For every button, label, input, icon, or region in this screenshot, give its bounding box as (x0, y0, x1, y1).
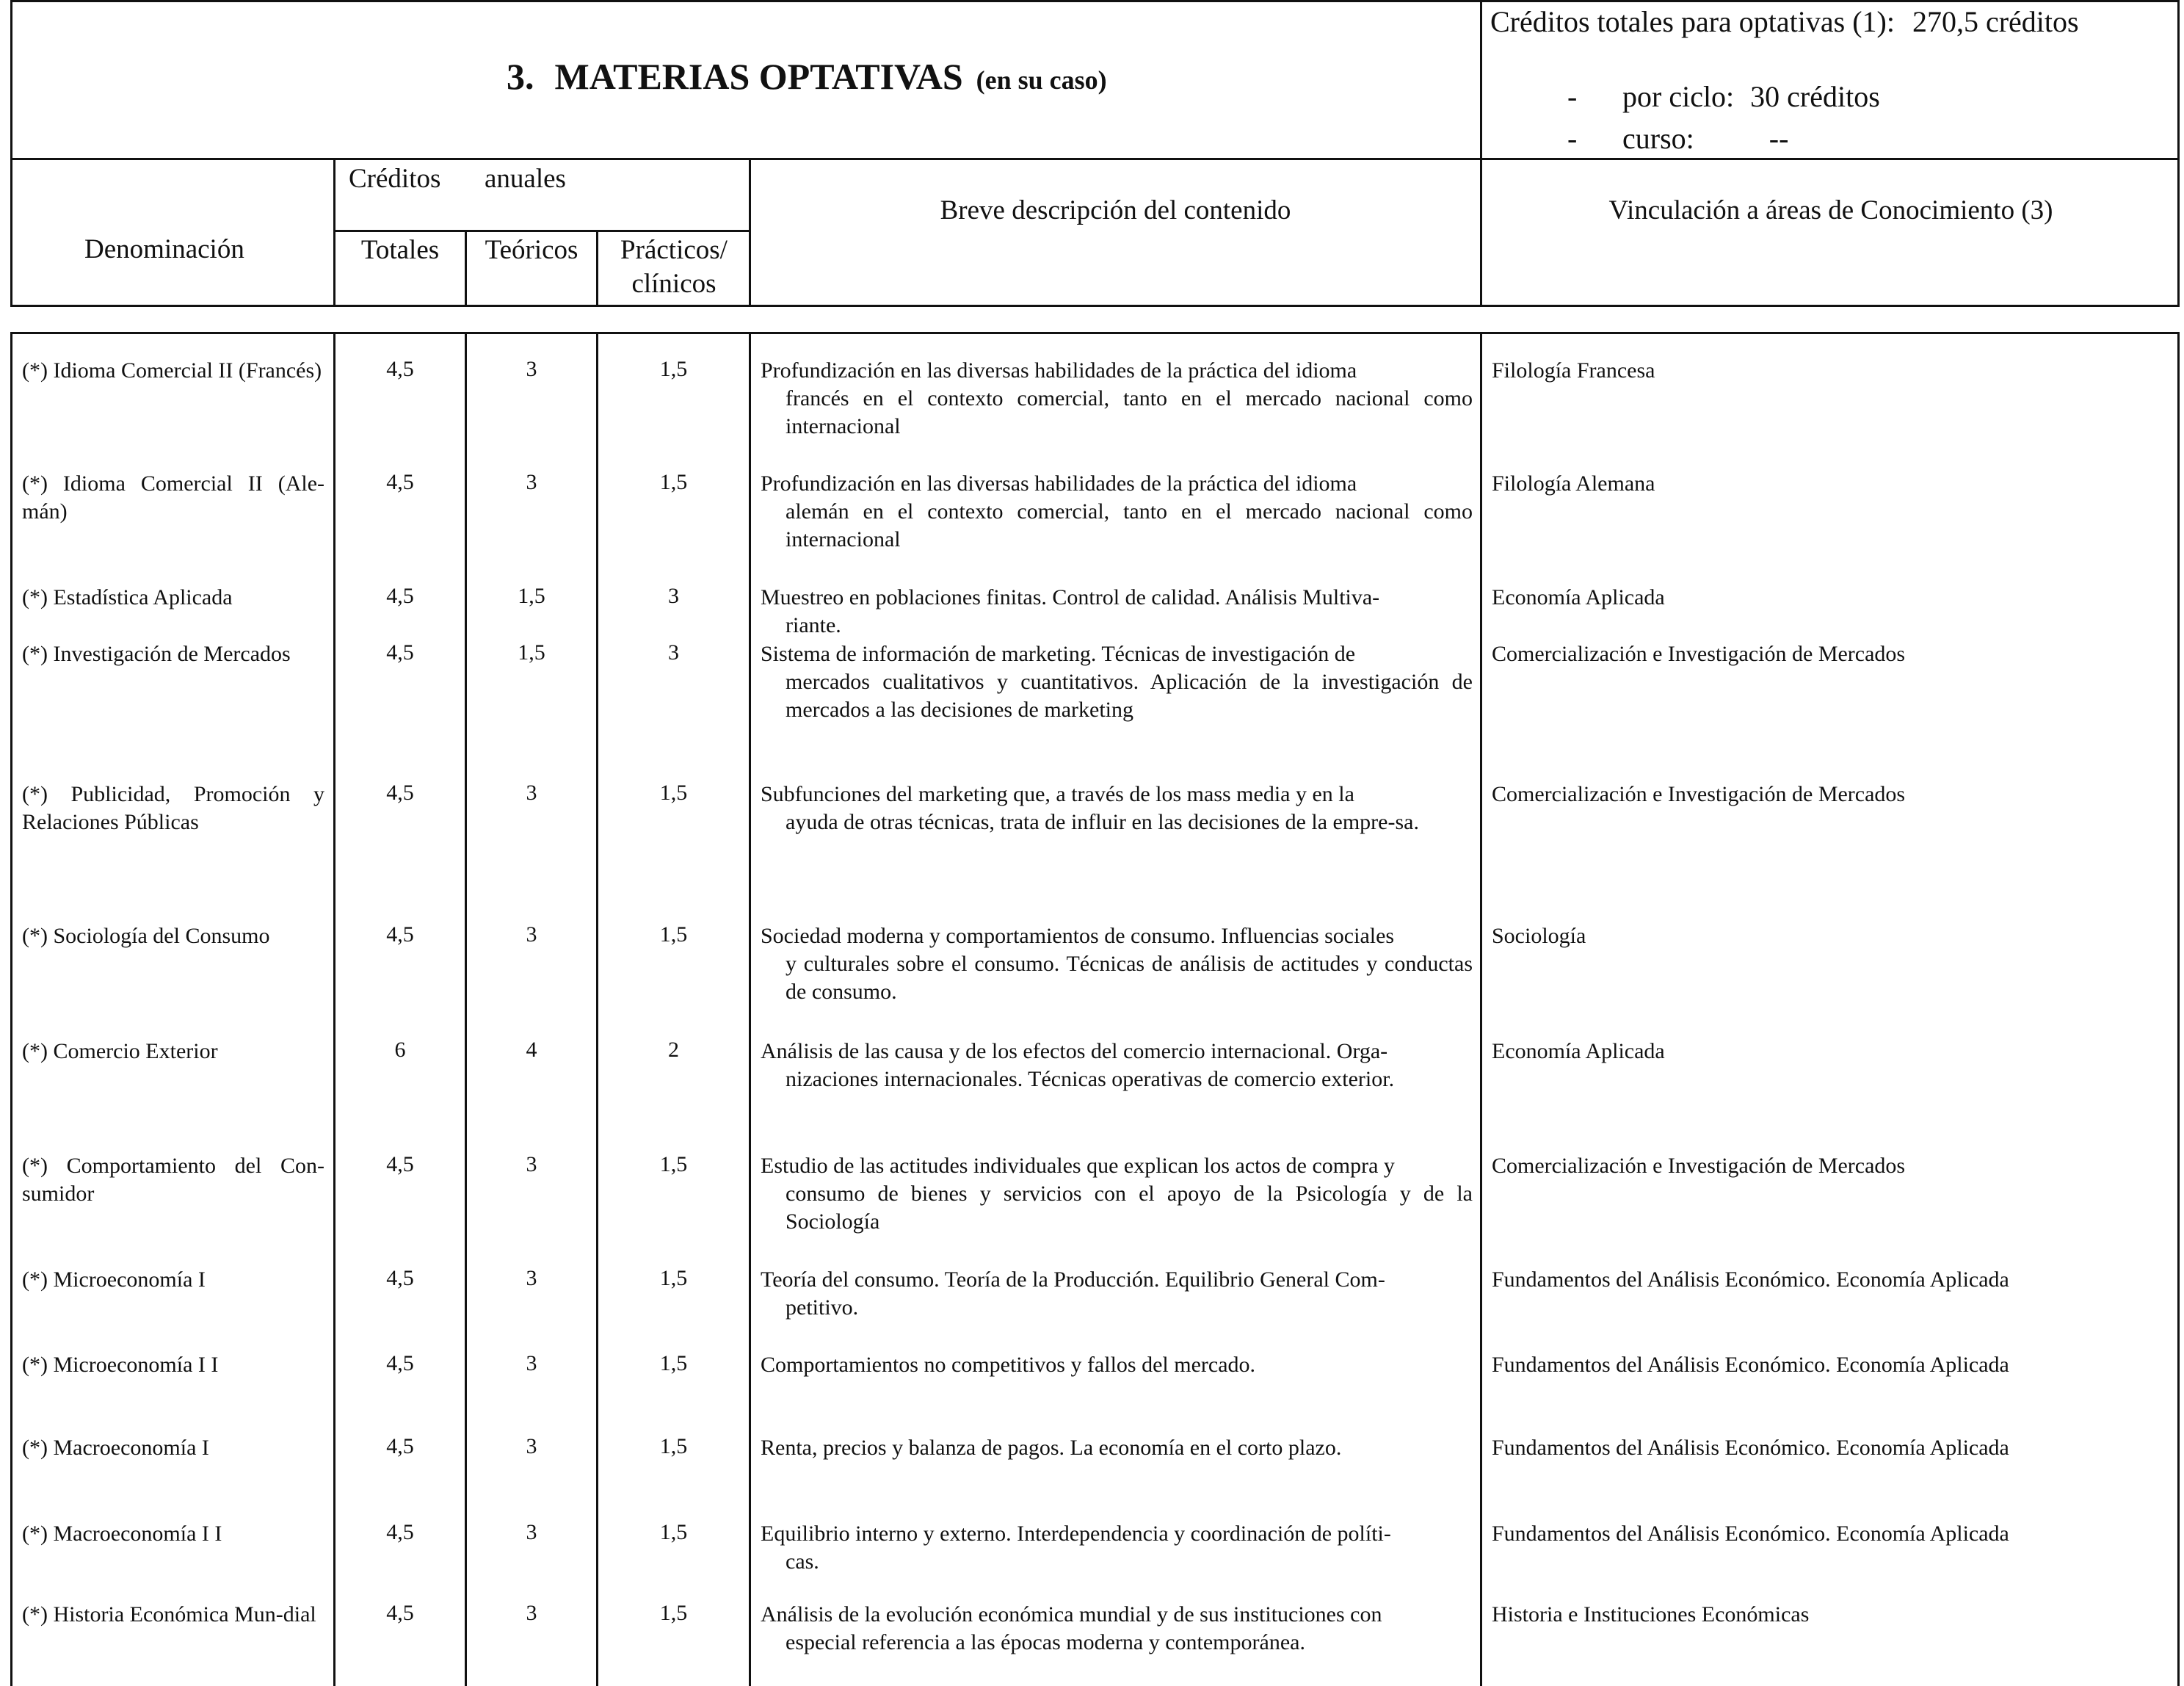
body-right-line (2177, 332, 2180, 1686)
body-top-line (10, 332, 2180, 334)
subject-name: (*) Investigación de Mercados (22, 642, 291, 666)
credits-practicos: 1,5 (659, 1434, 688, 1458)
knowledge-area: Economía Aplicada (1492, 585, 1665, 609)
credits-totales: 4,5 (386, 922, 414, 947)
body-line-4 (749, 332, 751, 1686)
header-creditos: Créditos (349, 164, 441, 194)
credits-totales: 4,5 (386, 357, 414, 381)
subject-name: (*) Sociología del Consumo (22, 924, 270, 948)
content-description (761, 470, 1473, 554)
content-description (761, 1351, 1473, 1379)
credits-teoricos: 3 (526, 1434, 537, 1458)
description-continuation: mercados cualitativos y cuantitativos. Aplicación de la investigación de mercados a las decisiones de marketing (786, 670, 1473, 722)
subject-name: (*) Estadística Aplicada (22, 585, 233, 609)
credits-practicos: 1,5 (659, 922, 688, 947)
description-first-line: Subfunciones del marketing que, a través de los mass media y en la (761, 782, 1354, 806)
knowledge-area: Sociología (1492, 924, 1586, 948)
subject-name: (*) Comportamiento del Con-sumidor (22, 1154, 324, 1206)
content-description (761, 357, 1473, 441)
header-practicos: Prácticos/ clínicos (620, 235, 728, 299)
subject-name: (*) Idioma Comercial II (Francés) (22, 358, 322, 383)
body-line-3 (596, 332, 598, 1686)
knowledge-area: Filología Francesa (1492, 358, 1655, 383)
total-credits (1490, 4, 2079, 39)
content-description (761, 1266, 1473, 1322)
knowledge-area: Comercialización e Investigación de Mercados (1492, 1154, 1906, 1178)
credits-totales: 4,5 (386, 1601, 414, 1625)
credits-teoricos: 3 (526, 357, 537, 381)
section-main-title: MATERIAS OPTATIVAS (554, 56, 963, 97)
description-first-line: Sistema de información de marketing. Técnicas de investigación de (761, 642, 1356, 666)
description-continuation: consumo de bienes y servicios con el apoyo de la Psicología y de la Sociología (786, 1182, 1473, 1234)
knowledge-area: Fundamentos del Análisis Económico. Economía Aplicada (1492, 1522, 2009, 1546)
credits-totales: 4,5 (386, 1434, 414, 1458)
section-title (507, 55, 1107, 98)
subject-name: (*) Microeconomía I (22, 1267, 206, 1292)
description-continuation: riante. (786, 613, 841, 637)
credits-teoricos: 3 (526, 1520, 537, 1544)
credits-teoricos: 4 (526, 1038, 537, 1062)
description-first-line: Profundización en las diversas habilidades de la práctica del idioma (761, 358, 1357, 383)
body-line-5 (1480, 332, 1482, 1686)
credits-practicos: 3 (668, 584, 679, 608)
header-line-1 (333, 158, 335, 307)
description-continuation: y culturales sobre el consumo. Técnicas de análisis de actitudes y conductas de consumo. (786, 952, 1473, 1004)
knowledge-area: Comercialización e Investigación de Mercados (1492, 782, 1906, 806)
content-description (761, 1520, 1473, 1576)
description-continuation: alemán en el contexto comercial, tanto en el mercado nacional como internacional (786, 499, 1473, 551)
description-continuation: petitivo. (786, 1295, 859, 1320)
header-subline-b (596, 230, 598, 307)
credits-teoricos: 3 (526, 1601, 537, 1625)
header-teoricos: Teóricos (485, 235, 578, 265)
description-first-line: Análisis de la evolución económica mundial y de sus instituciones con (761, 1602, 1382, 1627)
body-line-2 (465, 332, 467, 1686)
content-description (761, 1038, 1473, 1093)
description-first-line: Estudio de las actitudes individuales que explican los actos de compra y (761, 1154, 1395, 1178)
body-line-1 (333, 332, 335, 1686)
description-continuation: cas. (786, 1549, 819, 1574)
subject-name: (*) Macroeconomía I I (22, 1522, 222, 1546)
credits-teoricos: 3 (526, 781, 537, 805)
credits-teoricos: 3 (526, 1152, 537, 1176)
description-first-line: Profundización en las diversas habilidades de la práctica del idioma (761, 471, 1357, 496)
cycle-credits (1622, 79, 1880, 114)
credits-teoricos: 3 (526, 1351, 537, 1375)
knowledge-area: Fundamentos del Análisis Económico. Economía Aplicada (1492, 1436, 2009, 1460)
section-number: 3. (507, 56, 534, 97)
description-first-line: Muestreo en poblaciones finitas. Control de calidad. Análisis Multiva- (761, 585, 1380, 609)
cycle-bullet: - (1567, 80, 1578, 113)
header-anuales: anuales (485, 164, 566, 194)
content-description (761, 584, 1473, 640)
subject-name: (*) Comercio Exterior (22, 1039, 218, 1063)
section-subtitle: (en su caso) (976, 65, 1107, 95)
knowledge-area: Historia e Instituciones Económicas (1492, 1602, 1810, 1627)
credits-totales: 4,5 (386, 1152, 414, 1176)
header-box (10, 158, 2180, 307)
content-description (761, 1434, 1473, 1462)
course-credits (1622, 121, 1788, 156)
description-first-line: Sociedad moderna y comportamientos de consumo. Influencias sociales (761, 924, 1395, 948)
credits-totales: 6 (394, 1038, 406, 1062)
cycle-label: por ciclo: (1622, 80, 1735, 113)
credits-totales: 4,5 (386, 640, 414, 665)
body-left-line (10, 332, 12, 1686)
credits-totales: 4,5 (386, 584, 414, 608)
course-label: curso: (1622, 122, 1694, 155)
credits-teoricos: 3 (526, 1266, 537, 1290)
credits-practicos: 2 (668, 1038, 679, 1062)
credits-totales: 4,5 (386, 1351, 414, 1375)
credits-practicos: 1,5 (659, 470, 688, 494)
credits-practicos: 3 (668, 640, 679, 665)
credits-teoricos: 1,5 (518, 640, 545, 665)
credits-teoricos: 1,5 (518, 584, 545, 608)
description-continuation: ayuda de otras técnicas, trata de influir en las decisiones de la empre-sa. (786, 810, 1419, 834)
cycle-value: 30 créditos (1750, 80, 1880, 113)
description-first-line: Análisis de las causa y de los efectos del comercio internacional. Orga- (761, 1039, 1388, 1063)
credits-teoricos: 3 (526, 470, 537, 494)
header-line-3 (1480, 158, 1482, 307)
knowledge-area: Economía Aplicada (1492, 1039, 1665, 1063)
subject-name: (*) Microeconomía I I (22, 1353, 219, 1377)
credits-totales: 4,5 (386, 470, 414, 494)
header-subline (333, 230, 751, 232)
credits-practicos: 1,5 (659, 357, 688, 381)
credits-practicos: 1,5 (659, 1601, 688, 1625)
header-totales: Totales (360, 235, 440, 265)
course-bullet: - (1567, 122, 1578, 155)
credits-totales: 4,5 (386, 781, 414, 805)
content-description (761, 640, 1473, 724)
description-continuation: especial referencia a las épocas moderna y contemporánea. (786, 1630, 1305, 1654)
subject-name: (*) Macroeconomía I (22, 1436, 209, 1460)
content-description (761, 781, 1473, 836)
subject-name: (*) Historia Económica Mun-dial (22, 1602, 316, 1627)
description-first-line: Teoría del consumo. Teoría de la Producción. Equilibrio General Com- (761, 1267, 1385, 1292)
knowledge-area: Filología Alemana (1492, 471, 1655, 496)
title-divider (1480, 0, 1482, 160)
credits-practicos: 1,5 (659, 1351, 688, 1375)
header-vinculacion: Vinculación a áreas de Conocimiento (3) (1608, 195, 2053, 225)
total-credits-label: Créditos totales para optativas (1): (1490, 5, 1895, 38)
description-continuation: nizaciones internacionales. Técnicas operativas de comercio exterior. (786, 1067, 1395, 1091)
knowledge-area: Fundamentos del Análisis Económico. Economía Aplicada (1492, 1267, 2009, 1292)
header-descripcion: Breve descripción del contenido (940, 195, 1291, 225)
subject-name: (*) Idioma Comercial II (Ale-mán) (22, 471, 324, 524)
credits-totales: 4,5 (386, 1520, 414, 1544)
description-first-line: Equilibrio interno y externo. Interdependencia y coordinación de políti- (761, 1522, 1391, 1546)
credits-practicos: 1,5 (659, 1520, 688, 1544)
subject-name: (*) Publicidad, Promoción y Relaciones Públicas (22, 782, 324, 834)
course-value: -- (1768, 122, 1789, 155)
description-first-line: Renta, precios y balanza de pagos. La economía en el corto plazo. (761, 1436, 1342, 1460)
credits-practicos: 1,5 (659, 1152, 688, 1176)
header-line-2 (749, 158, 751, 307)
knowledge-area: Comercialización e Investigación de Mercados (1492, 642, 1906, 666)
content-description (761, 1152, 1473, 1236)
credits-practicos: 1,5 (659, 781, 688, 805)
header-denominacion: Denominación (84, 234, 244, 264)
credits-teoricos: 3 (526, 922, 537, 947)
content-description (761, 922, 1473, 1006)
credits-totales: 4,5 (386, 1266, 414, 1290)
credits-practicos: 1,5 (659, 1266, 688, 1290)
content-description (761, 1601, 1473, 1657)
total-credits-value: 270,5 créditos (1912, 5, 2079, 38)
knowledge-area: Fundamentos del Análisis Económico. Economía Aplicada (1492, 1353, 2009, 1377)
description-continuation: francés en el contexto comercial, tanto en el mercado nacional como internacional (786, 386, 1473, 438)
description-first-line: Comportamientos no competitivos y fallos del mercado. (761, 1353, 1256, 1377)
